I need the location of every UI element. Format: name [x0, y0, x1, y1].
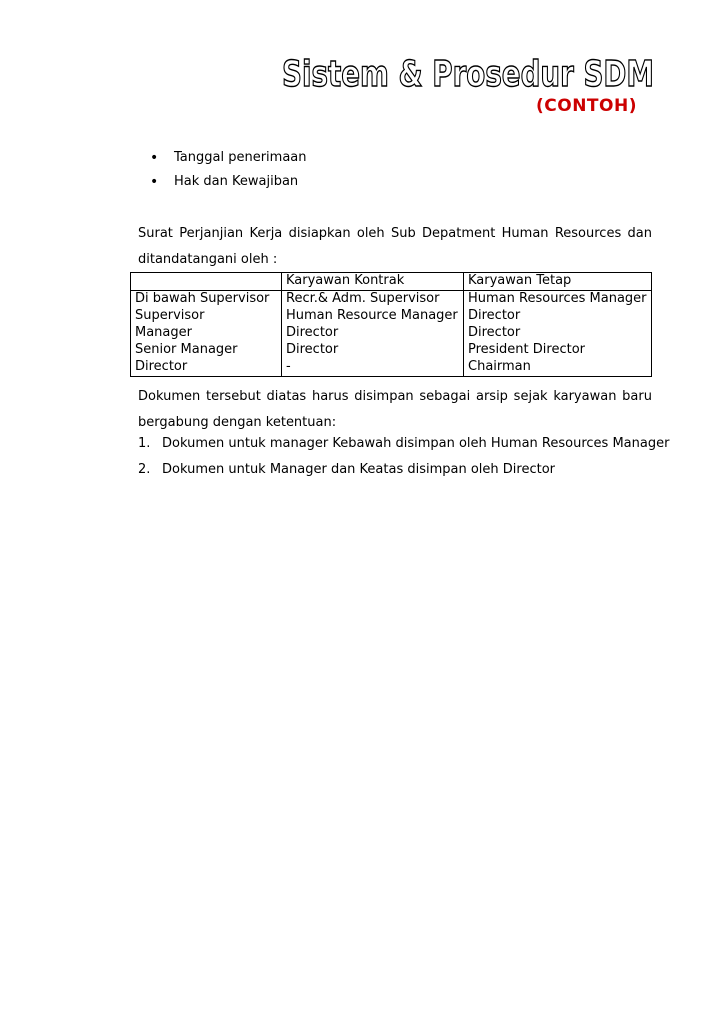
table-row	[131, 325, 652, 342]
table-cell: Director	[131, 359, 282, 377]
table-cell: Director	[464, 308, 652, 325]
bullet-item: • Hak dan Kewajiban	[150, 174, 307, 198]
table-row	[131, 291, 652, 309]
table-row	[131, 308, 652, 325]
bullet-item: • Tanggal penerimaan	[150, 150, 307, 174]
list-text: Dokumen untuk Manager dan Keatas disimpan oleh Director	[162, 462, 556, 477]
paragraph-line: bergabung dengan ketentuan:	[138, 415, 337, 430]
table-cell: Chairman	[464, 359, 652, 377]
paragraph-line: Dokumen tersebut diatas harus disimpan sebagai arsip sejak karyawan baru	[138, 389, 652, 404]
table-cell: President Director	[464, 342, 652, 359]
table-header-cell	[131, 273, 282, 291]
table-cell: Human Resource Manager	[282, 308, 464, 325]
table-cell: Recr.& Adm. Supervisor	[282, 291, 464, 309]
list-number: 1.	[138, 436, 151, 451]
table-header-row	[131, 273, 652, 291]
list-item	[138, 433, 669, 459]
table-cell: Supervisor	[131, 308, 282, 325]
table-cell: Di bawah Supervisor	[131, 291, 282, 309]
paragraph-line: Surat Perjanjian Kerja disiapkan oleh Sub Depatment Human Resources dan	[138, 226, 652, 241]
paragraph-line: ditandatangani oleh :	[138, 252, 278, 267]
table-cell: -	[282, 359, 464, 377]
table-header-cell: Karyawan Tetap	[464, 273, 652, 291]
list-text: Dokumen untuk manager Kebawah disimpan oleh Human Resources Manager	[162, 436, 670, 451]
bullet-list	[150, 150, 307, 198]
table-cell: Manager	[131, 325, 282, 342]
table-cell: Director	[282, 325, 464, 342]
table-header-cell: Karyawan Kontrak	[282, 273, 464, 291]
paragraph-archive	[138, 384, 652, 436]
paragraph-signing	[138, 221, 652, 273]
table-cell: Human Resources Manager	[464, 291, 652, 309]
document-title-text: Sistem & Prosedur SDM	[282, 54, 654, 95]
document-title	[270, 44, 670, 100]
table-cell: Director	[464, 325, 652, 342]
table-cell: Director	[282, 342, 464, 359]
table-cell: Senior Manager	[131, 342, 282, 359]
signatory-table	[130, 272, 652, 377]
document-subtitle: (CONTOH)	[536, 96, 637, 116]
table-row	[131, 342, 652, 359]
list-item	[138, 459, 669, 485]
list-number: 2.	[138, 462, 151, 477]
numbered-list	[138, 433, 669, 485]
table-row	[131, 359, 652, 377]
